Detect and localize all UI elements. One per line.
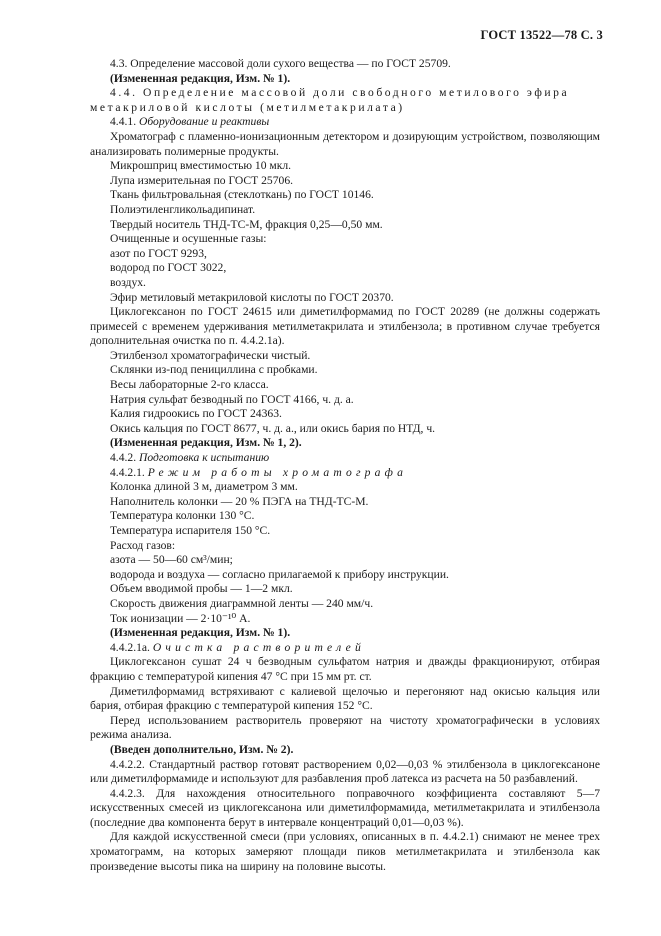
paragraph: 4.4.2.1. Режим работы хроматографа xyxy=(110,465,408,479)
paragraph: азота — 50—60 см³/мин; xyxy=(110,553,233,567)
paragraph: Ток ионизации — 2·10⁻¹⁰ А. xyxy=(110,611,251,625)
paragraph: 4.4.2.2. Стандартный раствор готовят растворением 0,02—0,03 % этилбензола в циклогексаноне или диметилформамиде и используют для разбавления проб латекса из расчета на 50 разбавлений. xyxy=(90,757,600,786)
paragraph: Этилбензол хроматографически чистый. xyxy=(110,348,311,362)
paragraph: Температура испарителя 150 °С. xyxy=(110,524,271,537)
paragraph: Твердый носитель ТНД-ТС-М, фракция 0,25—0,50 мм. xyxy=(110,217,383,231)
paragraph: Скорость движения диаграммной ленты — 240 мм/ч. xyxy=(110,596,374,610)
paragraph: Температура колонки 130 °С. xyxy=(110,509,255,523)
document-body xyxy=(90,57,600,874)
paragraph: Хроматограф с пламенно-ионизационным детектором и дозирующим устройством, позволяющим анализировать полимерные продукты. xyxy=(90,129,600,158)
paragraph: 4.4.1. Оборудование и реактивы xyxy=(110,115,270,129)
paragraph: 4.3. Определение массовой доли сухого вещества — по ГОСТ 25709. xyxy=(110,57,451,70)
paragraph: Натрия сульфат безводный по ГОСТ 4166, ч. д. а. xyxy=(110,392,354,406)
paragraph: Ткань фильтровальная (стеклоткань) по ГОСТ 10146. xyxy=(110,188,374,202)
paragraph: 4.4.2.3. Для нахождения относительного поправочного коэффициента составляют 5—7 искусственных смесей из циклогексанона или диметилформамида, метилметакрилата и этилбензола (последние два компонента берут в интервале концентраций 0,01—0,03 %). xyxy=(90,786,600,829)
paragraph: (Введен дополнительно, Изм. № 2). xyxy=(110,742,294,756)
paragraph: Перед использованием растворитель проверяют на чистоту хроматографически в условиях режима анализа. xyxy=(90,713,600,742)
paragraph: Циклогексанон по ГОСТ 24615 или диметилформамид по ГОСТ 20289 (не должны содержать примесей с временем удерживания метилметакрилата и этилбензола; в противном случае требуется дополнительная очистка по п. 4.4.2.1а). xyxy=(90,305,600,348)
paragraph: Колонка длиной 3 м, диаметром 3 мм. xyxy=(110,480,298,494)
paragraph: Очищенные и осушенные газы: xyxy=(110,232,267,246)
paragraph: (Измененная редакция, Изм. № 1). xyxy=(110,71,291,85)
paragraph: Объем вводимой пробы — 1—2 мкл. xyxy=(110,582,293,596)
paragraph: Эфир метиловый метакриловой кислоты по ГОСТ 20370. xyxy=(110,290,394,304)
paragraph: Микрошприц вместимостью 10 мкл. xyxy=(110,159,292,173)
paragraph: 4.4.2. Подготовка к испытанию xyxy=(110,451,270,465)
paragraph: водород по ГОСТ 3022, xyxy=(110,261,227,275)
paragraph: Склянки из-под пенициллина с пробками. xyxy=(110,363,318,377)
paragraph: (Измененная редакция, Изм. № 1). xyxy=(110,626,291,640)
page-header: ГОСТ 13522—78 С. 3 xyxy=(480,28,603,42)
paragraph: Для каждой искусственной смеси (при условиях, описанных в п. 4.4.2.1) снимают не менее трех хроматограмм, на которых замеряют площади пиков метилметакрилата и этилбензола как произведение высоты пика на ширину на половине высоты. xyxy=(90,830,600,873)
paragraph: Весы лабораторные 2-го класса. xyxy=(110,378,269,392)
paragraph: воздух. xyxy=(110,275,146,289)
paragraph: (Измененная редакция, Изм. № 1, 2). xyxy=(110,436,302,450)
paragraph: водорода и воздуха — согласно прилагаемой к прибору инструкции. xyxy=(110,567,449,581)
paragraph: Циклогексанон сушат 24 ч безводным сульфатом натрия и дважды фракционируют, отбирая фракцию с температурой кипения 47 °С при 15 мм рт. ст. xyxy=(90,655,600,683)
paragraph: Лупа измерительная по ГОСТ 25706. xyxy=(110,173,294,187)
paragraph: Наполнитель колонки — 20 % ПЭГА на ТНД-ТС-М. xyxy=(110,494,369,508)
paragraph: 4.4. Определение массовой доли свободного метилового эфира xyxy=(110,86,570,100)
paragraph: Расход газов: xyxy=(110,538,176,552)
paragraph: Калия гидроокись по ГОСТ 24363. xyxy=(110,407,282,421)
paragraph: азот по ГОСТ 9293, xyxy=(110,246,207,260)
paragraph: метакриловой кислоты (метилметакрилата) xyxy=(90,100,405,114)
paragraph: Окись кальция по ГОСТ 8677, ч. д. а., или окись бария по НТД, ч. xyxy=(110,421,436,435)
paragraph: Диметилформамид встряхивают с калиевой щелочью и перегоняют над окисью кальция или бария, отбирая фракцию с температурой кипения 152 °С. xyxy=(90,684,600,713)
paragraph: Полиэтиленгликольадипинат. xyxy=(110,202,256,216)
paragraph: 4.4.2.1а. Очистка растворителей xyxy=(110,640,365,654)
